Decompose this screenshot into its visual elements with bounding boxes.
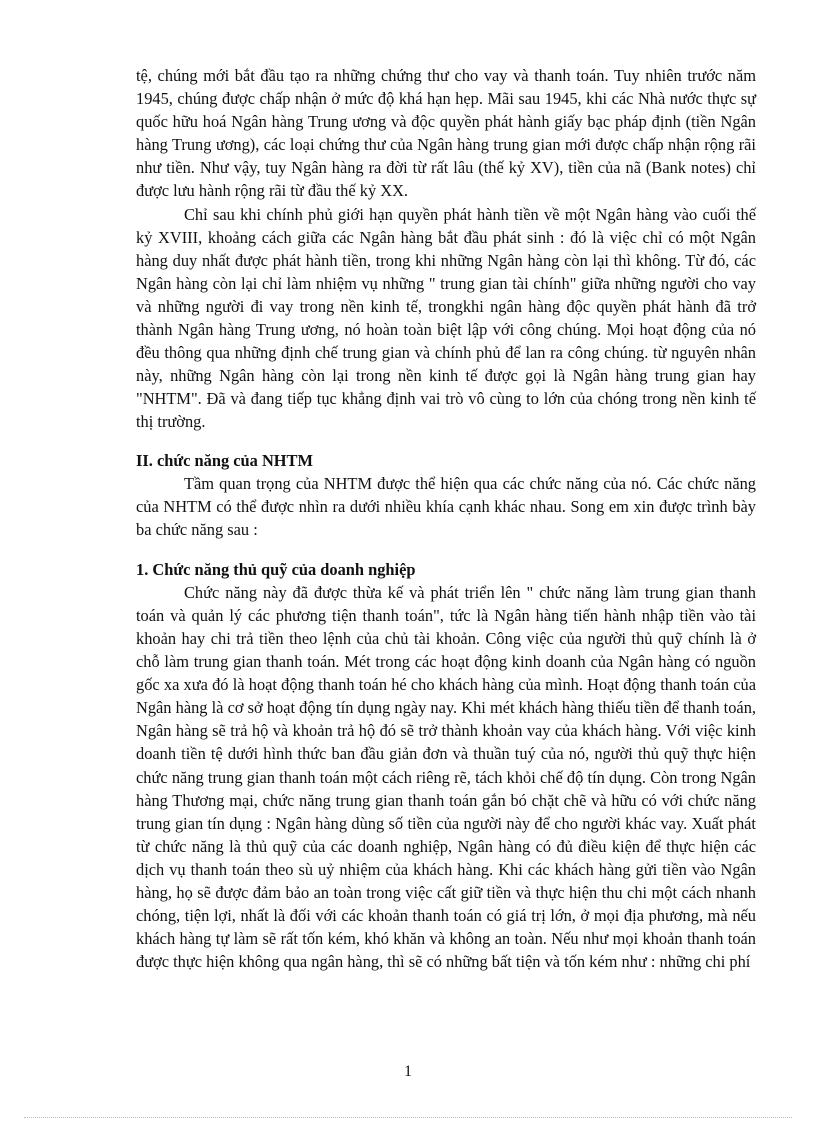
paragraph-continuation: tệ, chúng mới bắt đầu tạo ra những chứng thư cho vay và thanh toán. Tuy nhiên trước năm 1945, chúng được chấp nhận ở mức độ khá hạn hẹp. Mãi sau 1945, khi các Nhà nước thực sự quốc hữu hoá Ngân hàng Trung ương và độc quyền phát hành giấy bạc pháp định (tiền Ngân hàng Trung ương), các loại chứng thư của Ngân hàng trung gian mới được chấp nhận rộng rãi như tiền. Như vậy, tuy Ngân hàng ra đời từ rất lâu (thế kỷ XV), tiền của nã (Bank notes) chỉ được lưu hành rộng rãi từ đầu thế kỷ XX. <box>136 66 756 201</box>
subsection-heading: 1. Chức năng thủ quỹ của doanh nghiệp <box>136 559 416 579</box>
page-number: 1 <box>404 1063 412 1080</box>
page-bottom-divider <box>24 1117 792 1118</box>
paragraph-section-intro: Tầm quan trọng của NHTM được thể hiện qua các chức năng của nó. Các chức năng của NHTM có thể được nhìn ra dưới nhiều khía cạnh khác nhau. Song em xin được trình bày ba chức năng sau : <box>136 473 756 539</box>
paragraph-treasurer-function: Chức năng này đã được thừa kế và phát triển lên " chức năng làm trung gian thanh toán và quản lý các phương tiện thanh toán", tức là Ngân hàng tiến hành nhập tiền vào tài khoản hay chi trả tiền theo lệnh của chủ tài khoản. Công việc của người thủ quỹ chính là ở chỗ làm trung gian thanh toán. Mét trong các hoạt động kinh doanh của Ngân hàng có nguồn gốc xa xưa đó là hoạt động thanh toán hé cho khách hàng của mình. Hoạt động thanh toán của Ngân hàng là cơ sở hoạt động tín dụng ngày nay. Khi mét khách hàng thiếu tiền để thanh toán, Ngân hàng sẽ trả hộ và khoản trả hộ đó sẽ trở thành khoản vay của khách hàng. Với việc kinh doanh tiền tệ dưới hình thức ban đầu giản đơn và thuần tuý của nó, người thủ quỹ thực hiện chức năng trung gian thanh toán một cách riêng rẽ, tách khỏi chế độ tín dụng. Còn trong Ngân hàng Thương mại, chức năng trung gian thanh toán gắn bó chặt chẽ và hữu có với chức năng trung gian tín dụng : Ngân hàng dùng số tiền của người này để cho người khác vay. Xuất phát từ chức năng là thủ quỹ của các doanh nghiệp, Ngân hàng có đủ điều kiện để thực hiện các dịch vụ thanh toán theo sù uỷ nhiệm của khách hàng. Khi các khách hàng gửi tiền vào Ngân hàng, họ sẽ được đảm bảo an toàn trong việc cất giữ tiền và thực hiện thu chi một cách nhanh chóng, tiện lợi, nhất là đối với các khoản thanh toán có giá trị lớn, ở mọi địa phương, mà nếu khách hàng tự làm sẽ rất tốn kém, khó khăn và không an toàn. Nếu như mọi khoản thanh toán được thực hiện không qua ngân hàng, thì sẽ có những bất tiện và tốn kém như : những chi phí <box>136 582 756 972</box>
section-heading: II. chức năng của NHTM <box>136 450 313 470</box>
paragraph-central-bank: Chỉ sau khi chính phủ giới hạn quyền phát hành tiền về một Ngân hàng vào cuối thế kỷ XVIII, khoảng cách giữa các Ngân hàng bắt đầu phát sinh : đó là việc chỉ có một Ngân hàng duy nhất được phát hành tiền, trong khi những Ngân hàng còn lại thì không. Từ đó, các Ngân hàng còn lại chỉ làm nhiệm vụ những " trung gian tài chính" giữa những người cho vay và những người đi vay trong nền kinh tế, trongkhi ngân hàng độc quyền phát hành đã trở thành Ngân hàng Trung ương, nó hoàn toàn biệt lập với công chúng. Mọi hoạt động của nó đều thông qua những định chế trung gian và chính phủ để lan ra công chúng. từ nguyên nhân này, những Ngân hàng còn lại trong nền kinh tế được gọi là Ngân hàng trung gian hay "NHTM". Đã và đang tiếp tục khẳng định vai trò vô cùng to lớn của chóng trong nền kinh tế thị trường. <box>136 204 756 432</box>
document-page <box>136 64 756 973</box>
